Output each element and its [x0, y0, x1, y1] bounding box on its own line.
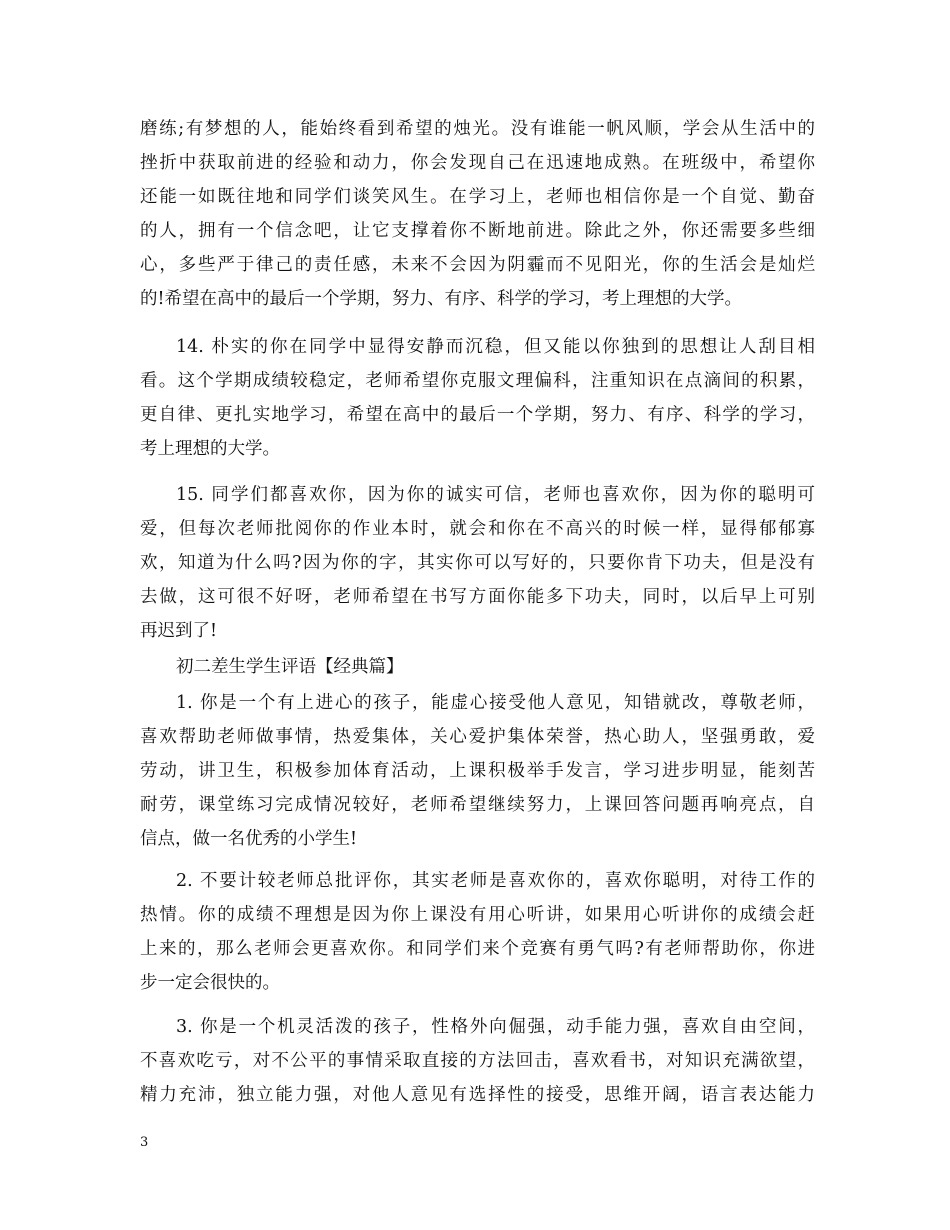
- text-line: 看。这个学期成绩较稳定，老师希望你克服文理偏科，注重知识在点滴间的积累，: [140, 371, 815, 391]
- text-line: 磨练;有梦想的人，能始终看到希望的烛光。没有谁能一帆风顺，学会从生活中的: [140, 119, 815, 139]
- text-line: 热情。你的成绩不理想是因为你上课没有用心听讲，如果用心听讲你的成绩会赶: [140, 905, 815, 925]
- page-number: 3: [140, 1135, 149, 1150]
- text-line: 再迟到了!: [140, 621, 218, 641]
- paragraph-3-line: 3. 你是一个机灵活泼的孩子，性格外向倔强，动手能力强，喜欢自由空间，: [176, 1017, 815, 1037]
- section-heading: 初二差生学生评语【经典篇】: [176, 657, 404, 677]
- text-line: 耐劳，课堂练习完成情况较好，老师希望继续努力，上课回答问题再响亮点，自: [140, 795, 815, 815]
- paragraph-1-line: 1. 你是一个有上进心的孩子，能虚心接受他人意见，知错就改，尊敬老师，: [176, 693, 815, 713]
- text-line: 去做，这可很不好呀，老师希望在书写方面你能多下功夫，同时，以后早上可别: [140, 587, 815, 607]
- text-line: 考上理想的大学。: [140, 439, 280, 459]
- text-line: 喜欢帮助老师做事情，热爱集体，关心爱护集体荣誉，热心助人，坚强勇敢，爱: [140, 727, 815, 747]
- text-line: 信点，做一名优秀的小学生!: [140, 829, 358, 849]
- text-line: 欢，知道为什么吗?因为你的字，其实你可以写好的，只要你肯下功夫，但是没有: [140, 553, 815, 573]
- text-line: 的人，拥有一个信念吧，让它支撑着你不断地前进。除此之外，你还需要多些细: [140, 221, 815, 241]
- paragraph-14-line: 14. 朴实的你在同学中显得安静而沉稳，但又能以你独到的思想让人刮目相: [176, 337, 815, 357]
- text-line: 爱，但每次老师批阅你的作业本时，就会和你在不高兴的时候一样，显得郁郁寡: [140, 519, 815, 539]
- text-line: 的!希望在高中的最后一个学期，努力、有序、科学的学习，考上理想的大学。: [140, 289, 743, 309]
- text-line: 还能一如既往地和同学们谈笑风生。在学习上，老师也相信你是一个自觉、勤奋: [140, 187, 815, 207]
- paragraph-2-line: 2. 不要计较老师总批评你，其实老师是喜欢你的，喜欢你聪明，对待工作的: [176, 871, 815, 891]
- text-line: 步一定会很快的。: [140, 973, 280, 993]
- text-line: 挫折中获取前进的经验和动力，你会发现自己在迅速地成熟。在班级中，希望你: [140, 153, 815, 173]
- text-line: 上来的，那么老师会更喜欢你。和同学们来个竞赛有勇气吗?有老师帮助你，你进: [140, 939, 815, 959]
- paragraph-15-line: 15. 同学们都喜欢你，因为你的诚实可信，老师也喜欢你，因为你的聪明可: [176, 485, 815, 505]
- text-line: 劳动，讲卫生，积极参加体育活动，上课积极举手发言，学习进步明显，能刻苦: [140, 761, 815, 781]
- text-line: 精力充沛，独立能力强，对他人意见有选择性的接受，思维开阔，语言表达能力: [140, 1085, 815, 1105]
- text-line: 更自律、更扎实地学习，希望在高中的最后一个学期，努力、有序、科学的学习，: [140, 405, 815, 425]
- text-line: 不喜欢吃亏，对不公平的事情采取直接的方法回击，喜欢看书，对知识充满欲望，: [140, 1051, 815, 1071]
- text-line: 心，多些严于律己的责任感，未来不会因为阴霾而不见阳光，你的生活会是灿烂: [140, 255, 815, 275]
